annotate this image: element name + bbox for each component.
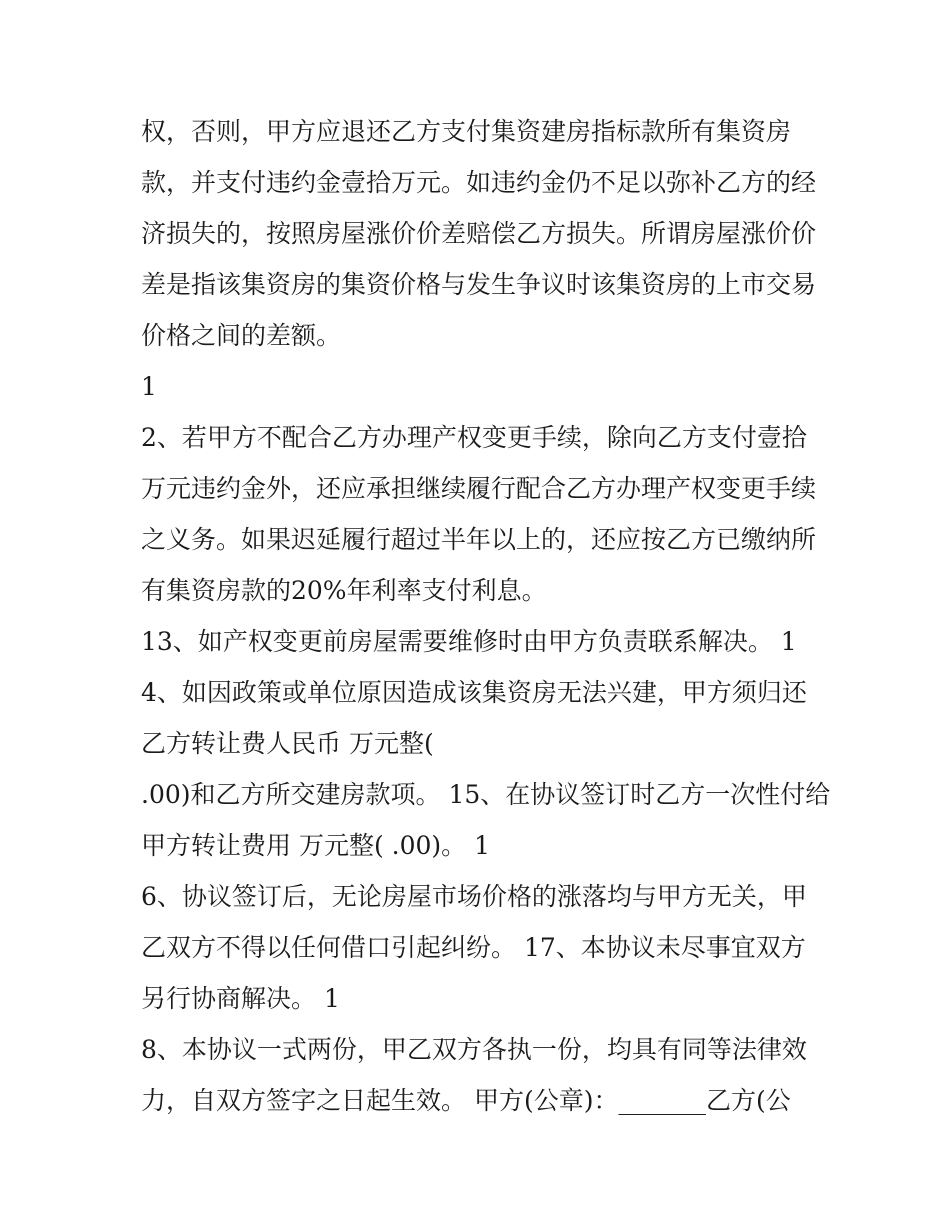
text-line: 款，并支付违约金壹拾万元。如违约金仍不足以弥补乙方的经 [141, 168, 817, 197]
text-line: 2、若甲方不配合乙方办理产权变更手续，除向乙方支付壹拾 [141, 423, 807, 452]
text-line: 1 [141, 372, 157, 401]
text-line: 权，否则，甲方应退还乙方支付集资建房指标款所有集资房 [141, 117, 792, 146]
text-line: 13、如产权变更前房屋需要维修时由甲方负责联系解决。 1 [141, 627, 797, 656]
text-line: 8、本协议一式两份，甲乙双方各执一份，均具有同等法律效 [141, 1035, 807, 1064]
text-line: 万元违约金外，还应承担继续履行配合乙方办理产权变更手续 [141, 474, 817, 503]
text-line: .00)和乙方所交建房款项。 15、在协议签订时乙方一次性付给 [141, 780, 831, 809]
text-line: 有集资房款的20%年利率支付利息。 [141, 576, 547, 605]
text-line: 甲方转让费用 万元整( .00)。 1 [141, 831, 491, 860]
text-line: 之义务。如果迟延履行超过半年以上的，还应按乙方已缴纳所 [141, 525, 817, 554]
text-line: 价格之间的差额。 [141, 321, 342, 350]
text-line: 4、如因政策或单位原因造成该集资房无法兴建，甲方须归还 [141, 678, 807, 707]
document-body [141, 106, 831, 1126]
text-line: 乙双方不得以任何借口引起纠纷。 17、本协议未尽事宜双方 [141, 933, 806, 962]
text-line: 6、协议签订后，无论房屋市场价格的涨落均与甲方无关，甲 [141, 882, 807, 911]
text-line: 力，自双方签字之日起生效。 甲方(公章)：_______乙方(公 [141, 1086, 791, 1115]
text-line: 差是指该集资房的集资价格与发生争议时该集资房的上市交易 [141, 270, 817, 299]
text-line: 济损失的，按照房屋涨价价差赔偿乙方损失。所谓房屋涨价价 [141, 219, 817, 248]
text-line: 另行协商解决。 1 [141, 984, 340, 1013]
text-line: 乙方转让费人民币 万元整( [141, 729, 434, 758]
